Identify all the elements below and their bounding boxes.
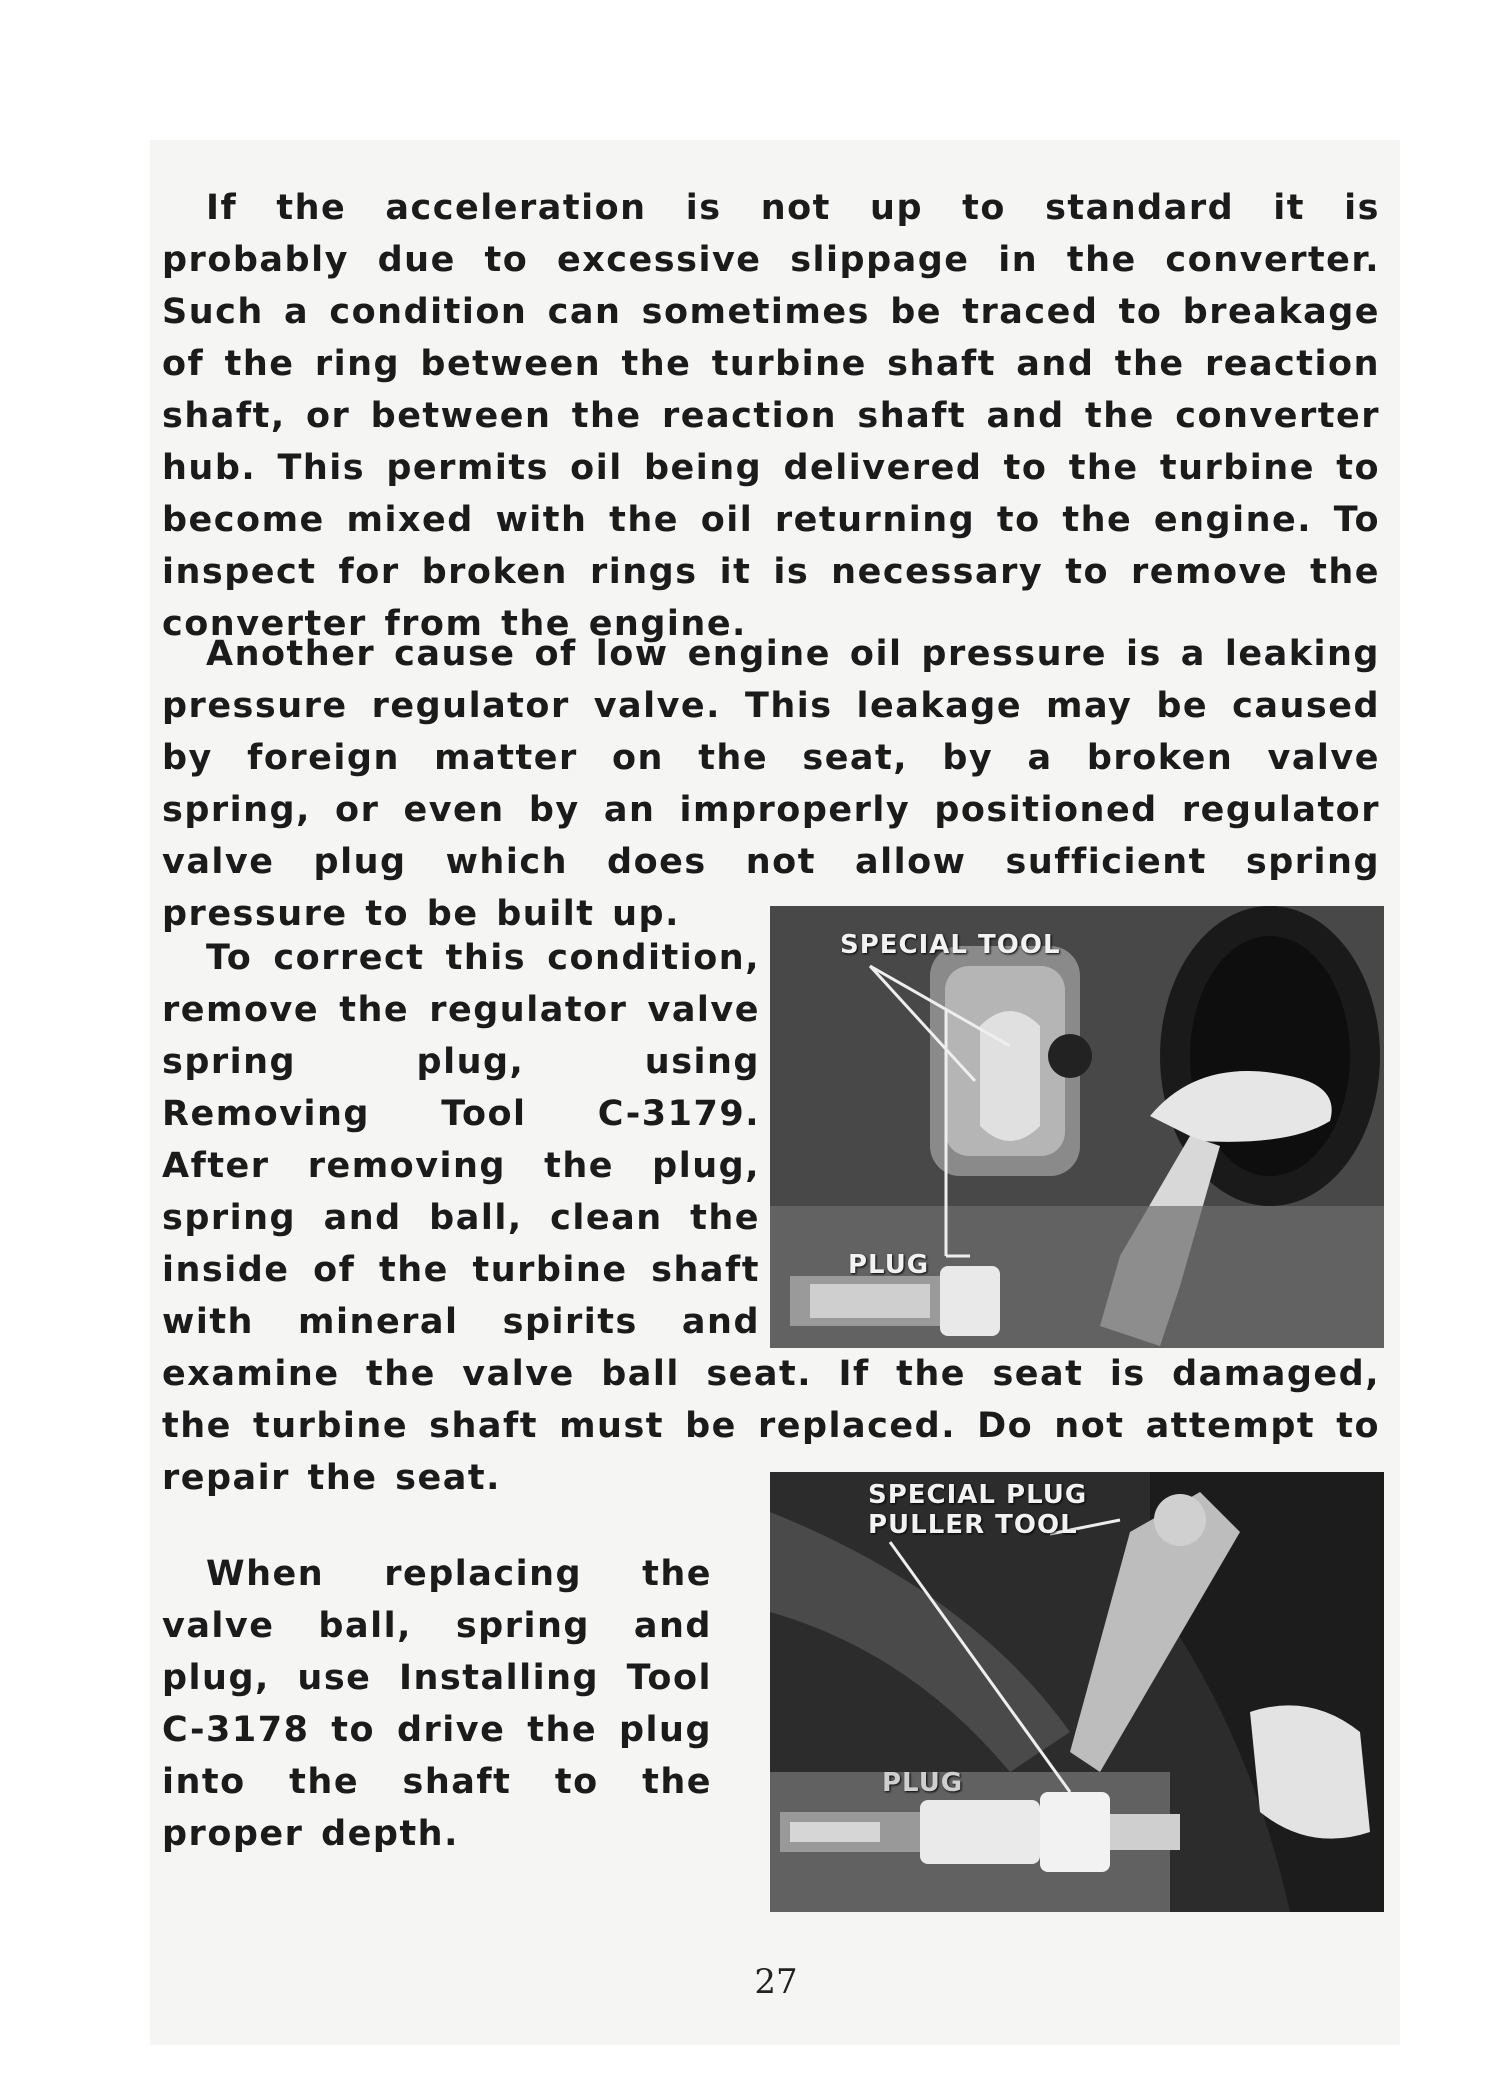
special-plug-puller-tool-label: SPECIAL PLUG PULLER TOOL	[868, 1480, 1088, 1540]
paragraph-acceleration: If the acceleration is not up to standard it is probably due to excessive slippage in the converter. Such a condition can sometimes be traced to breakage of the ring between the turbine shaft and the reaction shaft, or between the reaction shaft and the converter hub. This permits oil being delivered to the turbine to become mixed with the oil returning to the engine. To inspect for broken rings it is necessary to remove the converter from the engine.	[162, 188, 1380, 644]
figure-plug-puller-photo	[770, 1472, 1384, 1912]
figure-removing-tool-photo	[770, 906, 1384, 1348]
plug-label: PLUG	[848, 1250, 930, 1280]
paragraph-replacing-valve: When replacing the valve ball, spring and plug, use Installing Tool C-3178 to drive the plug into the shaft to the proper depth.	[162, 1554, 712, 1854]
paragraph-correct-condition-text: To correct this condition, remove the regulator valve spring plug, using Removing Tool C-3179. After removing the plug, spring and ball, clean the inside of the turbine shaft with mineral spirits and examine the valve ball seat. If the seat is damaged, the turbine shaft must be replaced. Do not attempt to repair the seat.	[162, 938, 1380, 1498]
plug-label-2: PLUG	[882, 1768, 964, 1798]
special-tool-label: SPECIAL TOOL	[840, 930, 1061, 960]
figure-removing-tool-illustration	[770, 906, 1384, 1348]
paragraph-low-oil-pressure: Another cause of low engine oil pressure is a leaking pressure regulator valve. This leakage may be caused by foreign matter on the seat, by a broken valve spring, or even by an improperly positioned regulator valve plug which does not allow sufficient spring pressure to be built up.	[162, 634, 1380, 934]
page-number: 27	[754, 1962, 798, 2002]
